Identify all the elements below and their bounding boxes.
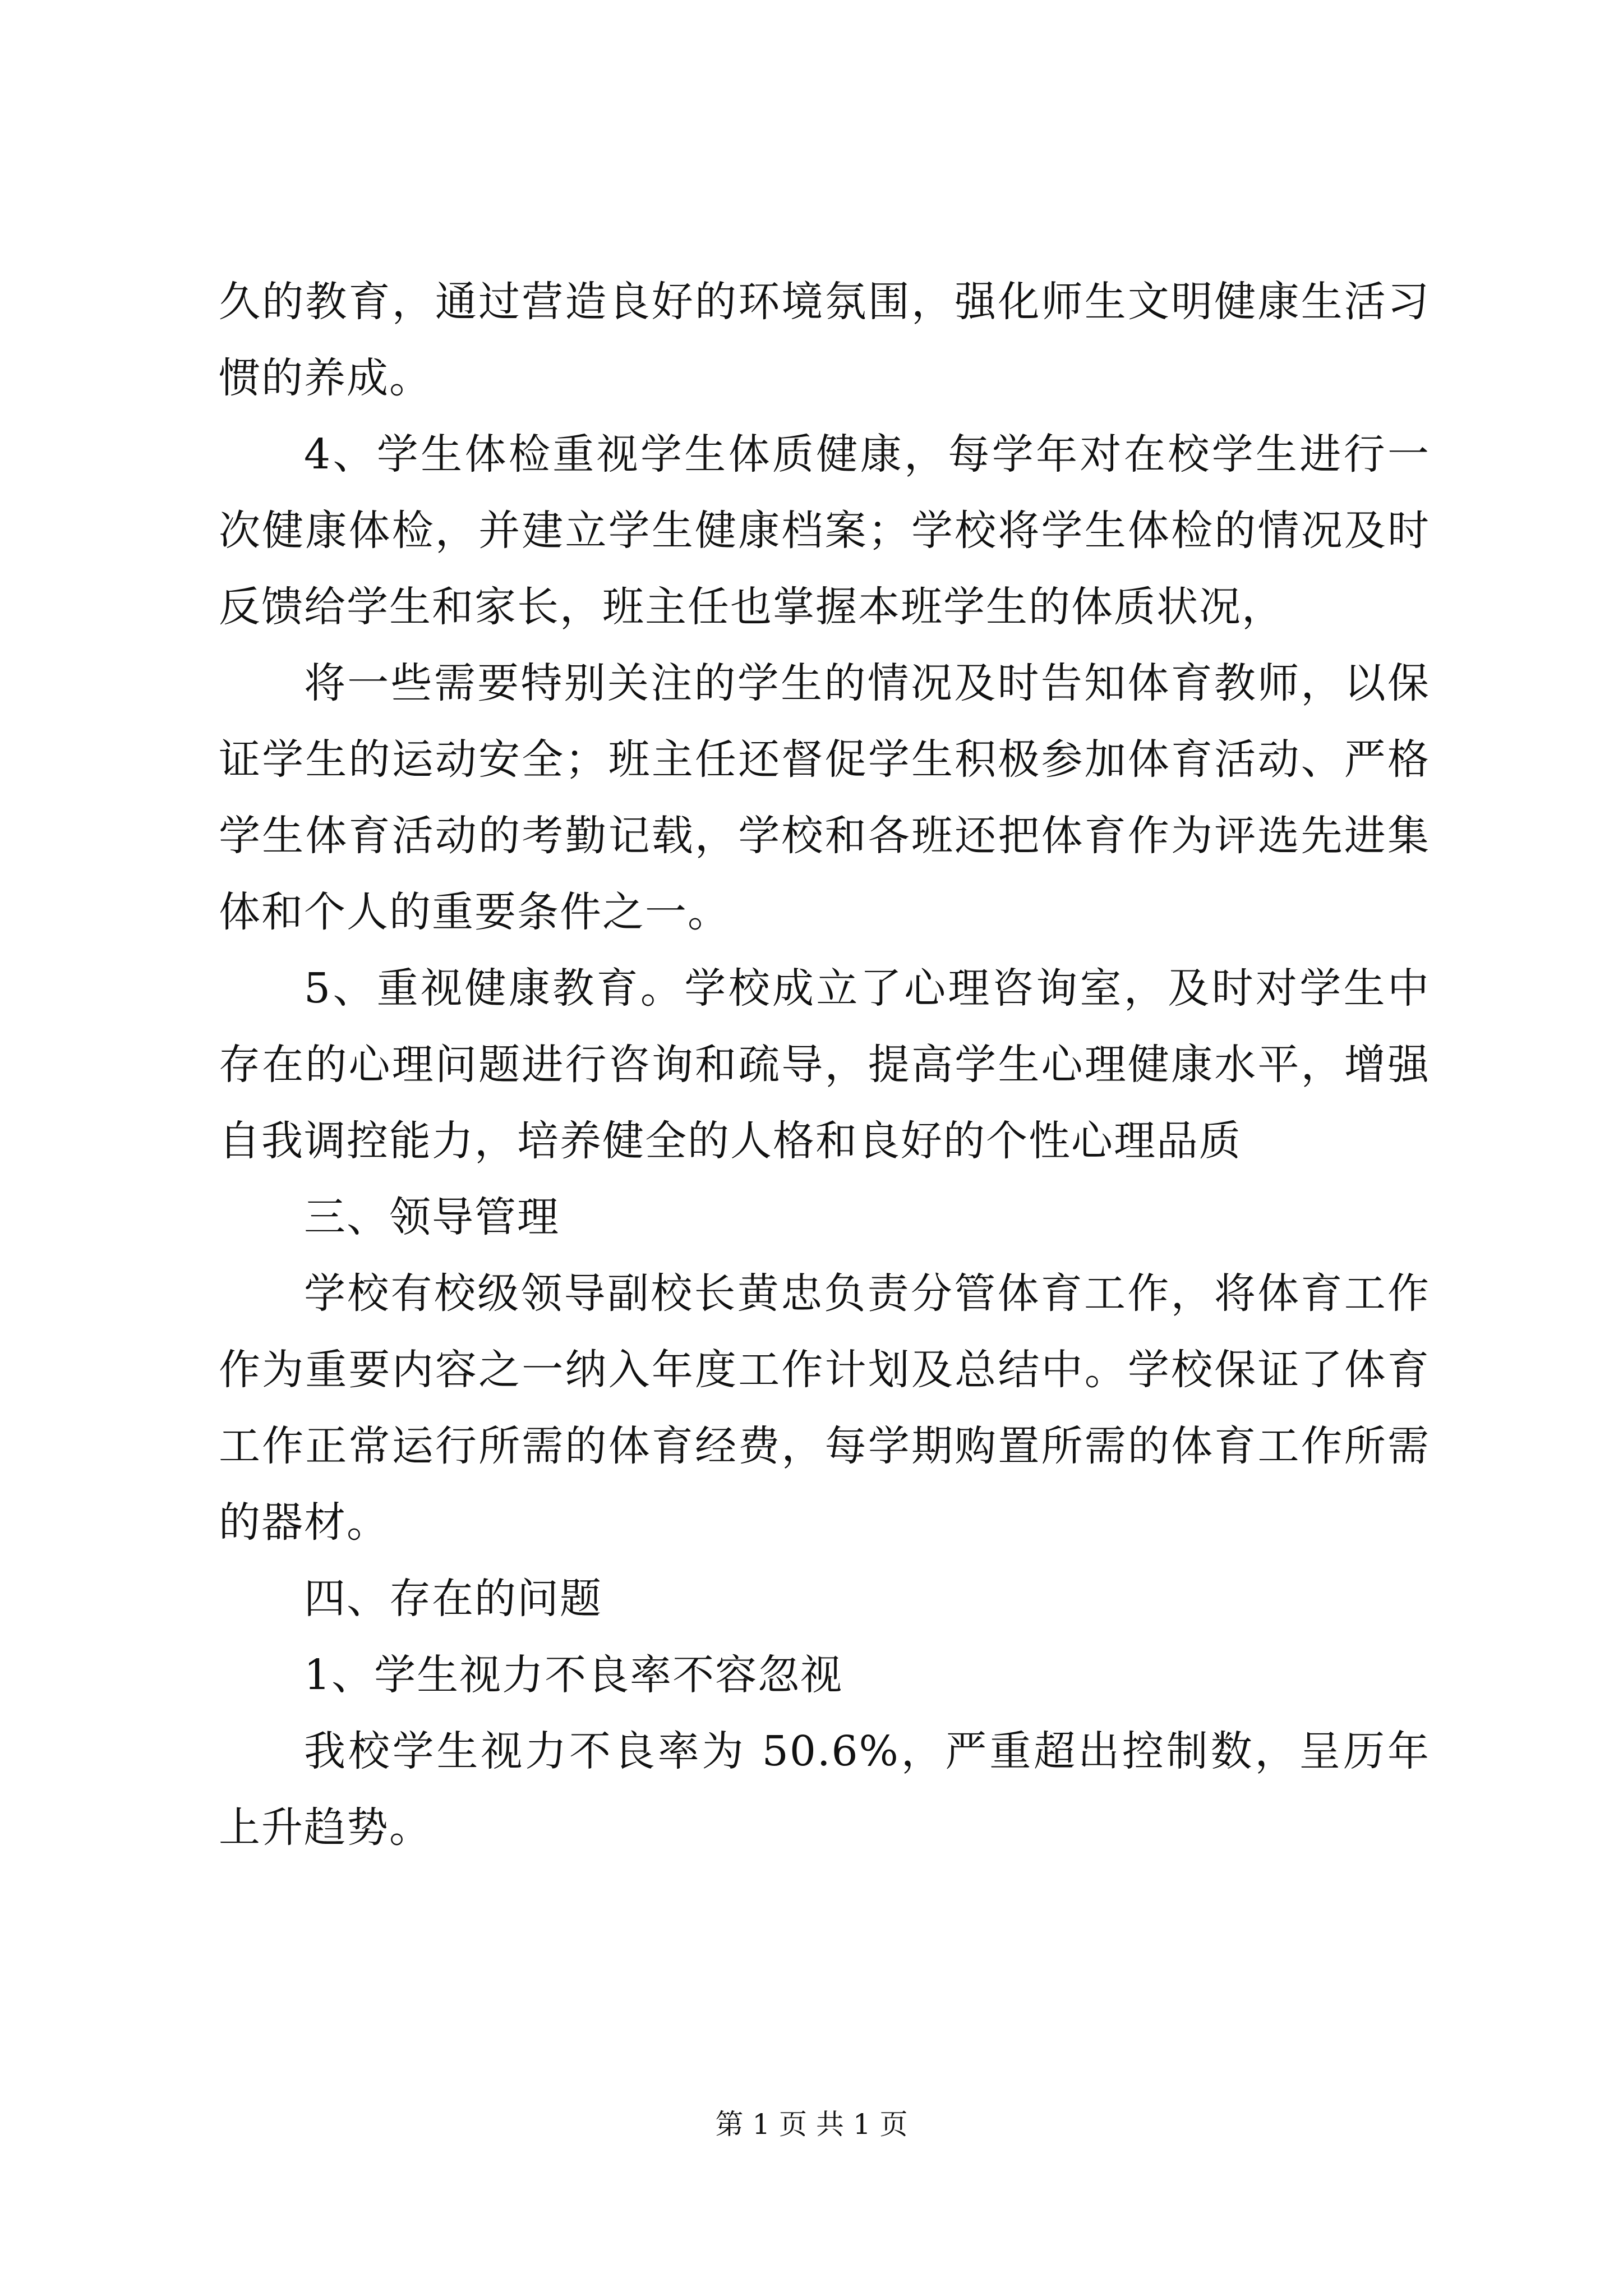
paragraph-4: 5、重视健康教育。学校成立了心理咨询室，及时对学生中存在的心理问题进行咨询和疏导，提高学生心理健康水平，增强自我调控能力，培养健全的人格和良好的个性心理品质 — [219, 964, 1430, 1165]
paragraph-3: 将一些需要特别关注的学生的情况及时告知体育教师，以保证学生的运动安全；班主任还督促学生积极参加体育活动、严格学生体育活动的考勤记载，学校和各班还把体育作为评选先进集体和个人的重要条件之一。 — [219, 659, 1430, 936]
page-footer: 第 1 页 共 1 页 — [715, 2108, 908, 2141]
paragraph-2: 4、学生体检重视学生体质健康，每学年对在校学生进行一次健康体检，并建立学生健康档案；学校将学生体检的情况及时反馈给学生和家长，班主任也掌握本班学生的体质状况， — [219, 430, 1430, 631]
paragraph-1: 久的教育，通过营造良好的环境氛围，强化师生文明健康生活习惯的养成。 — [219, 278, 1430, 402]
section-heading-problems: 四、存在的问题 — [304, 1575, 602, 1623]
document-body — [219, 264, 1430, 1866]
paragraph-5: 学校有校级领导副校长黄忠负责分管体育工作，将体育工作作为重要内容之一纳入年度工作计划及总结中。学校保证了体育工作正常运行所需的体育经费，每学期购置所需的体育工作所需的器材。 — [219, 1269, 1430, 1547]
paragraph-6: 我校学生视力不良率为 50.6%，严重超出控制数，呈历年上升趋势。 — [219, 1727, 1430, 1852]
section-heading-leadership: 三、领导管理 — [304, 1193, 560, 1241]
subheading-vision: 1、学生视力不良率不容忽视 — [304, 1651, 843, 1699]
